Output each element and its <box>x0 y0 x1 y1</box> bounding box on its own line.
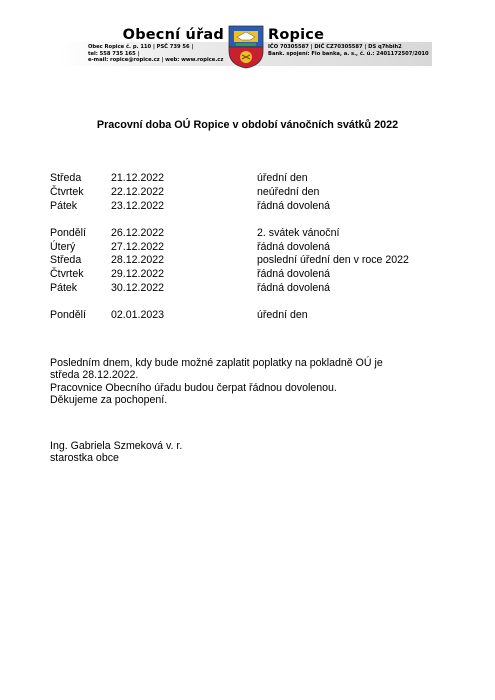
date: 22.12.2022 <box>111 185 165 198</box>
day-status: řádná dovolená <box>257 268 331 281</box>
day-name: Pátek <box>50 282 78 295</box>
signature-block <box>50 440 182 465</box>
date: 30.12.2022 <box>111 282 165 295</box>
date: 27.12.2022 <box>111 240 165 253</box>
signatory-name: Ing. Gabriela Szmeková v. r. <box>50 440 183 452</box>
day-status: úřední den <box>257 172 308 184</box>
day-status: řádná dovolená <box>257 282 331 295</box>
village-name: Ropice <box>268 27 325 43</box>
day-name: Pátek <box>50 199 78 212</box>
date: 23.12.2022 <box>111 199 165 212</box>
contact-line: Obec Ropice č. p. 110 | PSČ 739 56 | <box>88 44 194 50</box>
day-name: Čtvrtek <box>50 268 84 281</box>
notice-line: Pracovnice Obecního úřadu budou čerpat řádnou dovolenou. <box>50 381 337 394</box>
signatory-role: starostka obce <box>50 452 119 465</box>
id-line: Bank. spojení: Fio banka, a. s., č. ú.: 2401172507/2010 <box>268 50 429 57</box>
day-name: Středa <box>50 172 82 184</box>
notice-line: Děkujeme za pochopení. <box>50 394 168 407</box>
notice-line: Posledním dnem, kdy bude možné zaplatit poplatky na pokladně OÚ je <box>50 357 383 369</box>
date: 21.12.2022 <box>111 172 165 184</box>
contact-line: tel: 558 735 165 | <box>88 50 140 57</box>
day-status: poslední úřední den v roce 2022 <box>257 254 409 267</box>
registration-block <box>268 44 438 57</box>
date: 26.12.2022 <box>111 226 165 239</box>
date: 29.12.2022 <box>111 268 165 281</box>
notice-paragraph <box>50 357 383 407</box>
day-status: řádná dovolená <box>257 240 331 253</box>
coat-of-arms-icon <box>228 25 264 69</box>
day-name: Pondělí <box>50 309 86 322</box>
id-line: IČO 70305587 | DIČ CZ70305587 | DS q7hbih2 <box>268 44 402 50</box>
day-status: 2. svátek vánoční <box>257 226 340 239</box>
date: 02.01.2023 <box>111 309 165 322</box>
office-name: Obecní úřad <box>122 27 224 43</box>
date: 28.12.2022 <box>111 254 165 267</box>
contact-block <box>88 44 228 64</box>
day-status: řádná dovolená <box>257 199 331 212</box>
day-name: Úterý <box>50 240 76 253</box>
day-status: úřední den <box>257 309 308 322</box>
contact-line: e-mail: ropice@ropice.cz | web: www.ropice.cz <box>88 57 224 64</box>
day-name: Středa <box>50 254 82 267</box>
notice-line: středa 28.12.2022. <box>50 369 139 382</box>
day-status: neúřední den <box>257 185 320 198</box>
day-name: Čtvrtek <box>50 185 84 198</box>
day-name: Pondělí <box>50 226 86 239</box>
document-title: Pracovní doba OÚ Ropice v období vánočních svátků 2022 <box>96 119 399 131</box>
